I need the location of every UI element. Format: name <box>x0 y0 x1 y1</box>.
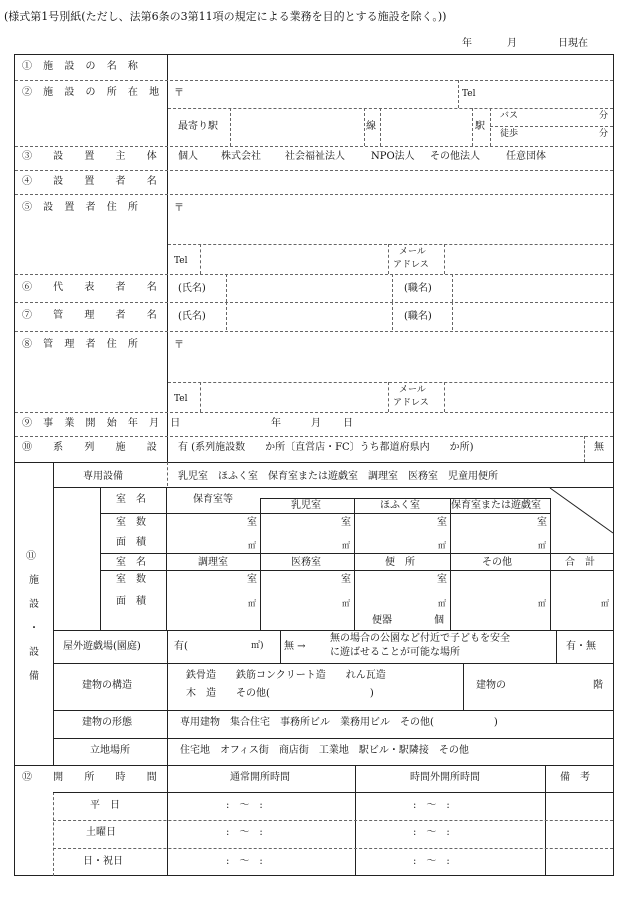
postal-mark: 〒 <box>174 340 184 351</box>
facility-name-field[interactable] <box>168 55 613 79</box>
unit-room: 室 <box>341 517 351 528</box>
mail-label: メール <box>399 385 426 395</box>
structure-options-line1: 鉄骨造 鉄筋コンクリート造 れん瓦造 <box>186 670 386 681</box>
outdoor-yes-label[interactable]: 有( <box>174 641 188 652</box>
affiliates-none-option[interactable]: 無 <box>594 442 604 453</box>
location-options: 住宅地 オフィス街 商店街 工業地 駅ビル・駅隣接 その他 <box>180 745 469 756</box>
walk-minutes-unit: 分 <box>599 129 609 139</box>
tel-label: Tel <box>174 394 188 404</box>
affiliates-text: 有 (系列施設数 か所〔直営店・FC〕うち都道府県内 か所) <box>178 442 474 453</box>
toilet-bowl-label: 便器 <box>372 615 392 626</box>
unit-room: 室 <box>437 517 447 528</box>
holiday-normal-time[interactable]: : 〜 : <box>226 856 263 867</box>
structure-label: 建物の構造 <box>82 680 132 691</box>
unit-room: 室 <box>247 574 257 585</box>
t2-col-toilet: 便 所 <box>385 557 415 568</box>
mail-label: メール <box>399 247 426 257</box>
outdoor-no-label[interactable]: 無 → <box>284 641 306 652</box>
unit-m2: ㎡ <box>342 599 350 608</box>
row-label-establisher-address: ⑤ 設 置 者 住 所 <box>22 202 142 213</box>
title-label: (職名) <box>404 311 432 322</box>
name-label: (氏名) <box>178 311 206 322</box>
unit-m2: ㎡ <box>438 599 446 608</box>
t1-col-childcare: 保育室等 <box>193 494 233 505</box>
establisher-name-field[interactable] <box>168 171 613 193</box>
unit-m2: ㎡ <box>538 541 546 550</box>
unit-m2: ㎡ <box>438 541 446 550</box>
day-saturday: 土曜日 <box>86 827 116 838</box>
dedicated-items: 乳児室 ほふく室 保育室または遊戯室 調理室 医務室 児童用便所 <box>178 471 498 482</box>
line-label: 線 <box>366 121 376 132</box>
address-label: アドレス <box>393 398 429 408</box>
option-npo[interactable]: NPO法人 <box>371 151 415 162</box>
bus-label: バス <box>500 111 519 121</box>
holiday-extra-time[interactable]: : 〜 : <box>413 856 450 867</box>
row-label-opening-hours: ⑫ 開 所 時 間 <box>22 772 166 783</box>
weekday-extra-time[interactable]: : 〜 : <box>413 800 450 811</box>
option-social-welfare[interactable]: 社会福祉法人 <box>285 151 345 162</box>
t1-room-label: 室 名 <box>116 494 146 505</box>
t1-diagonal <box>550 488 613 553</box>
t1-col-crawling: ほふく室 <box>380 500 420 511</box>
section-11-char: 設 <box>29 647 39 658</box>
address-label: アドレス <box>393 260 429 270</box>
option-individual[interactable]: 個人 <box>178 151 198 162</box>
unit-room: 室 <box>341 574 351 585</box>
station-suffix-label: 駅 <box>475 121 485 132</box>
option-corporation[interactable]: 株式会社 <box>221 151 261 162</box>
building-floors-label: 建物の <box>476 680 506 691</box>
bus-minutes-unit: 分 <box>599 111 609 121</box>
row-label-facility-name: ① 施 設 の 名 称 <box>22 61 142 72</box>
row-label-affiliates: ⑩ 系 列 施 設 <box>22 442 166 453</box>
toilet-unit-label: 個 <box>434 615 444 626</box>
form-label: 建物の形態 <box>82 717 132 728</box>
postal-mark: 〒 <box>174 203 184 214</box>
start-year-label: 年 <box>271 418 281 429</box>
nearest-station-label: 最寄り駅 <box>178 121 218 132</box>
col-notes: 備 考 <box>560 772 590 783</box>
row-label-start-date: ⑨ 事 業 開 始 年 月 日 <box>22 418 185 429</box>
row-label-establisher-name: ④ 設 置 者 名 <box>22 176 166 187</box>
dedicated-label: 専用設備 <box>83 471 123 482</box>
unit-m2: ㎡ <box>601 599 609 608</box>
t2-col-kitchen: 調理室 <box>198 557 228 568</box>
outdoor-note-line2: に遊ばせることが可能な場所 <box>330 647 460 658</box>
saturday-extra-time[interactable]: : 〜 : <box>413 827 450 838</box>
title-label: (職名) <box>404 283 432 294</box>
start-month-label: 月 <box>311 418 321 429</box>
option-other-corp[interactable]: その他法人 <box>430 151 480 162</box>
t1-col-infant: 乳児室 <box>291 500 321 511</box>
unit-m2: ㎡ <box>248 541 256 550</box>
col-normal-hours: 通常開所時間 <box>230 772 290 783</box>
form-note: (様式第1号別紙(ただし、法第6条の3第11項の規定による業務を目的とする施設を除く。)) <box>4 10 447 23</box>
t1-col-playroom: 保育室または遊戯室 <box>451 500 541 511</box>
unit-room: 室 <box>537 517 547 528</box>
outdoor-m2-unit: ㎡) <box>251 641 264 651</box>
outdoor-yes-no[interactable]: 有・無 <box>566 641 596 652</box>
structure-options-line2: 木 造 その他( ) <box>186 688 374 699</box>
t2-count-label: 室 数 <box>116 574 146 585</box>
option-voluntary[interactable]: 任意団体 <box>506 151 546 162</box>
unit-m2: ㎡ <box>248 599 256 608</box>
section-11-char: ・ <box>29 623 39 634</box>
t2-col-other: その他 <box>482 557 512 568</box>
start-day-label: 日 <box>343 418 353 429</box>
section-11-char: 備 <box>29 671 39 682</box>
tel-label: Tel <box>462 89 476 99</box>
section-11-char: 施 <box>29 575 39 586</box>
unit-room: 室 <box>437 574 447 585</box>
section-11-number: ⑪ <box>26 551 36 562</box>
outdoor-note-line1: 無の場合の公園など付近で子どもを安全 <box>330 633 510 644</box>
weekday-normal-time[interactable]: : 〜 : <box>226 800 263 811</box>
row-label-manager-address: ⑧ 管 理 者 住 所 <box>22 339 142 350</box>
tel-label: Tel <box>174 256 188 266</box>
row-label-establisher-type: ③ 設 置 主 体 <box>22 151 166 162</box>
postal-mark: 〒 <box>174 88 184 99</box>
t2-area-label: 面 積 <box>116 596 146 607</box>
date-month-label: 月 <box>507 38 517 49</box>
date-year-label: 年 <box>462 38 472 49</box>
col-extra-hours: 時間外開所時間 <box>410 772 480 783</box>
row-label-representative: ⑥ 代 表 者 名 <box>22 282 166 293</box>
t2-room-label: 室 名 <box>116 557 146 568</box>
date-day-label: 日現在 <box>558 38 588 49</box>
form-options: 専用建物 集合住宅 事務所ビル 業務用ビル その他( ) <box>180 717 498 728</box>
building-floors-unit: 階 <box>593 680 603 691</box>
day-weekday: 平 日 <box>90 800 120 811</box>
unit-m2: ㎡ <box>342 541 350 550</box>
t2-col-medical: 医務室 <box>291 557 321 568</box>
section-11-char: 設 <box>29 599 39 610</box>
unit-room: 室 <box>247 517 257 528</box>
outdoor-label: 屋外遊戯場(園庭) <box>63 641 141 652</box>
unit-m2: ㎡ <box>538 599 546 608</box>
row-label-manager: ⑦ 管 理 者 名 <box>22 310 166 321</box>
location-label: 立地場所 <box>90 745 130 756</box>
t2-col-total: 合 計 <box>565 557 595 568</box>
t1-count-label: 室 数 <box>116 517 146 528</box>
t1-area-label: 面 積 <box>116 537 146 548</box>
name-label: (氏名) <box>178 283 206 294</box>
row-label-facility-address: ② 施 設 の 所 在 地 <box>22 87 164 98</box>
day-holiday: 日・祝日 <box>83 856 123 867</box>
walk-label: 徒歩 <box>500 129 519 139</box>
saturday-normal-time[interactable]: : 〜 : <box>226 827 263 838</box>
